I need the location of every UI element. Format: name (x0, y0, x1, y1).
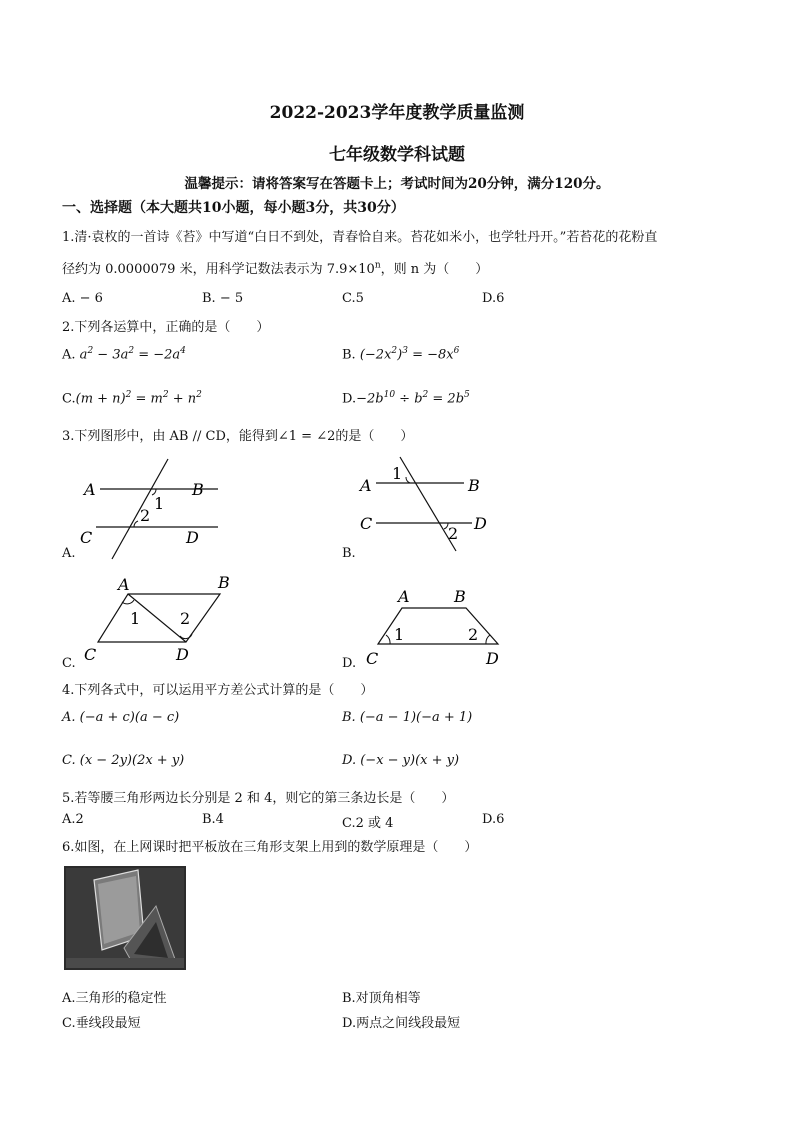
parallelogram (98, 594, 220, 642)
q4-option-a[interactable]: A. (−a + c)(a − c) (62, 710, 180, 725)
angle-2-arc (134, 521, 138, 527)
q6-option-c[interactable]: C.垂线段最短 (62, 1016, 141, 1031)
point-d: D (486, 649, 499, 668)
angle-1-label: 1 (130, 609, 141, 628)
q6-option-d[interactable]: D.两点之间线段最短 (342, 1016, 461, 1031)
angle-1-arc (386, 635, 390, 644)
q3-figure-c (70, 572, 250, 672)
q2-option-c[interactable]: $C.(m + n)^2 = m^2 + n^2$ (62, 390, 202, 407)
point-a: A (84, 480, 96, 499)
angle-1-arc (406, 477, 410, 483)
point-a: A (398, 587, 410, 606)
q2-option-b[interactable]: B. $(-2x^2)^3 = -8x^6$ (342, 346, 460, 363)
exam-title: 2022-2023学年度教学质量监测 (269, 103, 525, 123)
angle-2-label: 2 (448, 524, 459, 543)
q2-option-d[interactable]: $D.-2b^{10} \div b^2 = 2b^5$ (342, 390, 470, 407)
point-b: B (454, 587, 466, 606)
angle-2-label: 2 (180, 609, 191, 628)
angle-2-arc (180, 634, 192, 639)
point-d: D (176, 645, 189, 664)
q1-stem-line2: 径约为 0.0000079 米，用科学记数法表示为 $7.9\times 10^n$，则 n 为（ ） (62, 260, 489, 277)
q6-stem: 6.如图，在上网课时把平板放在三角形支架上用到的数学原理是（ ） (62, 840, 478, 855)
point-c: C (360, 514, 373, 533)
point-c: C (366, 649, 379, 668)
q6-option-b[interactable]: B.对顶角相等 (342, 991, 421, 1006)
point-c: C (84, 645, 97, 664)
q3-option-b[interactable]: B. (342, 546, 356, 561)
q4-option-b[interactable]: B. (−a − 1)(−a + 1) (342, 710, 473, 725)
tablet-stand-photo (64, 866, 186, 970)
q6-option-a[interactable]: A.三角形的稳定性 (62, 991, 167, 1006)
q4-option-c[interactable]: C. (x − 2y)(2x + y) (62, 753, 185, 768)
angle-1-label: 1 (394, 625, 405, 644)
q3-option-a[interactable]: A. (62, 546, 76, 561)
q1-option-d[interactable]: D.6 (482, 291, 505, 306)
point-c: C (80, 528, 93, 547)
q3-figure-d (362, 580, 522, 672)
point-b: B (218, 573, 230, 592)
point-d: D (474, 514, 487, 533)
q3-option-d[interactable]: D. (342, 656, 357, 671)
q1-stem-line1: 1.清·袁枚的一首诗《苔》中写道“白日不到处，青春恰自来。苔花如米小，也学牡丹开。”若苔花的花粉直 (62, 230, 658, 245)
angle-2-label: 2 (140, 506, 151, 525)
exam-tip: 温馨提示：请将答案写在答题卡上；考试时间为20分钟，满分120分。 (184, 176, 610, 192)
exam-subtitle: 七年级数学科试题 (329, 145, 465, 165)
q5-option-c[interactable]: C.2 或 4 (342, 816, 394, 831)
q1-option-c[interactable]: C.5 (342, 291, 364, 306)
angle-1-label: 1 (392, 464, 403, 483)
point-a: A (360, 476, 372, 495)
q3-figure-a (60, 455, 240, 565)
point-b: B (468, 476, 480, 495)
section-title: 一、选择题（本大题共10小题，每小题3分，共30分） (62, 200, 405, 216)
q4-stem: 4.下列各式中，可以运用平方差公式计算的是（ ） (62, 683, 374, 698)
angle-2-label: 2 (468, 625, 479, 644)
point-b: B (192, 480, 204, 499)
q5-option-d[interactable]: D.6 (482, 812, 505, 827)
point-a: A (118, 575, 130, 594)
q3-stem: 3.下列图形中，由 AB // CD，能得到∠1 = ∠2的是（ ） (62, 429, 414, 444)
point-d: D (186, 528, 199, 547)
q5-option-b[interactable]: B.4 (202, 812, 224, 827)
q2-option-a[interactable]: A. $a^2 - 3a^2 = -2a^4$ (62, 346, 186, 363)
q3-figure-b (352, 455, 532, 565)
q4-option-d[interactable]: D. (−x − y)(x + y) (342, 753, 460, 768)
q3-option-c[interactable]: C. (62, 656, 76, 671)
angle-1-label: 1 (154, 494, 165, 513)
q2-stem: 2.下列各运算中，正确的是（ ） (62, 320, 270, 335)
q1-option-a[interactable]: A. − 6 (62, 291, 103, 306)
q5-stem: 5.若等腰三角形两边长分别是 2 和 4，则它的第三条边长是（ ） (62, 791, 455, 806)
q1-option-b[interactable]: B. − 5 (202, 291, 244, 306)
q5-option-a[interactable]: A.2 (62, 812, 84, 827)
angle-2-arc (486, 635, 490, 644)
